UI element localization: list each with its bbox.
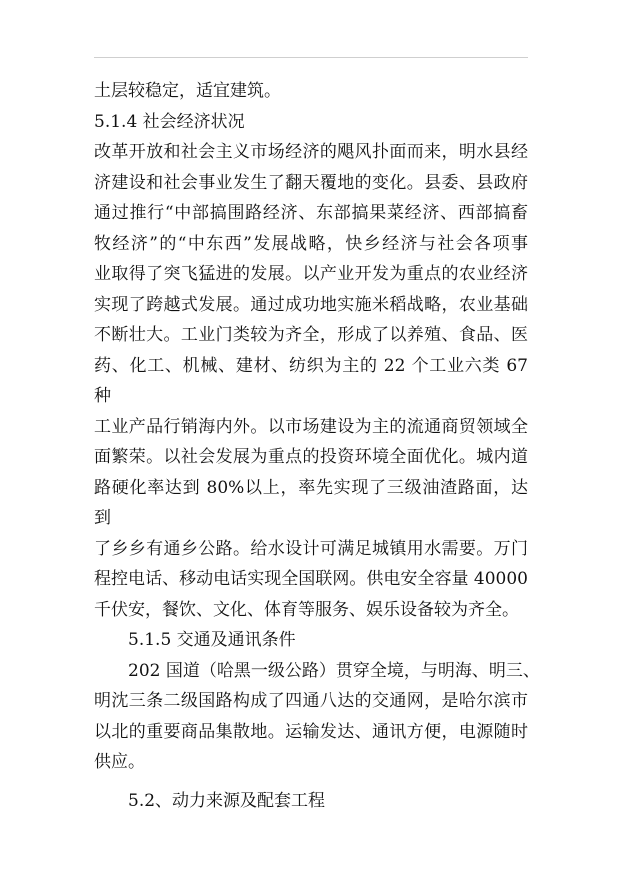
text-line: 工业产品行销海内外。以市场建设为主的流通商贸领域全 bbox=[94, 416, 528, 437]
section-heading-5-1-4: 5.1.4 社会经济状况 bbox=[94, 111, 245, 132]
text-line: 药、化工、机械、建材、纺织为主的 22 个工业六类 67 种 bbox=[94, 355, 528, 406]
text-line: 土层较稳定，适宜建筑。 bbox=[94, 81, 281, 101]
paragraph-gap bbox=[94, 778, 528, 786]
text-line: 改革开放和社会主义市场经济的飓风扑面而来，明水县经 bbox=[94, 142, 528, 162]
text-line: 程控电话、移动电话实现全国联网。供电安全容量 40000 bbox=[94, 569, 528, 589]
document-body bbox=[94, 76, 540, 816]
header-rule bbox=[94, 57, 528, 58]
text-line: 面繁荣。以社会发展为重点的投资环境全面优化。城内道 bbox=[94, 447, 528, 467]
text-line: 千伏安，餐饮、文化、体育等服务、娱乐设备较为齐全。 bbox=[94, 599, 519, 620]
text-line: 以北的重要商品集散地。运输发达、通讯方便，电源随时 bbox=[94, 721, 528, 742]
section-heading-5-2: 5.2、动力来源及配套工程 bbox=[128, 790, 326, 811]
text-line: 牧经济”的“中东西”发展战略，快乡经济与社会各项事 bbox=[94, 233, 528, 254]
text-line: 路硬化率达到 80%以上，率先实现了三级油渣路面，达到 bbox=[94, 477, 528, 528]
text-line: 了乡乡有通乡公路。给水设计可满足城镇用水需要。万门 bbox=[94, 538, 528, 559]
text-line: 通过推行“中部搞围路经济、东部搞果菜经济、西部搞畜 bbox=[94, 203, 528, 223]
text-line: 实现了跨越式发展。通过成功地实施米稻战略，农业基础 bbox=[94, 294, 528, 315]
text-line: 业取得了突飞猛进的发展。以产业开发为重点的农业经济 bbox=[94, 264, 528, 284]
text-line: 济建设和社会事业发生了翻天覆地的变化。县委、县政府 bbox=[94, 172, 528, 193]
text-line: 供应。 bbox=[94, 752, 145, 772]
text-line: 不断壮大。工业门类较为齐全，形成了以养殖、食品、医 bbox=[94, 325, 528, 345]
text-line: 202 国道（哈黑一级公路）贯穿全境，与明海、明三、 bbox=[128, 660, 540, 681]
section-heading-5-1-5: 5.1.5 交通及通讯条件 bbox=[128, 630, 296, 650]
text-line: 明沈三条二级国路构成了四通八达的交通网，是哈尔滨市 bbox=[94, 691, 528, 711]
